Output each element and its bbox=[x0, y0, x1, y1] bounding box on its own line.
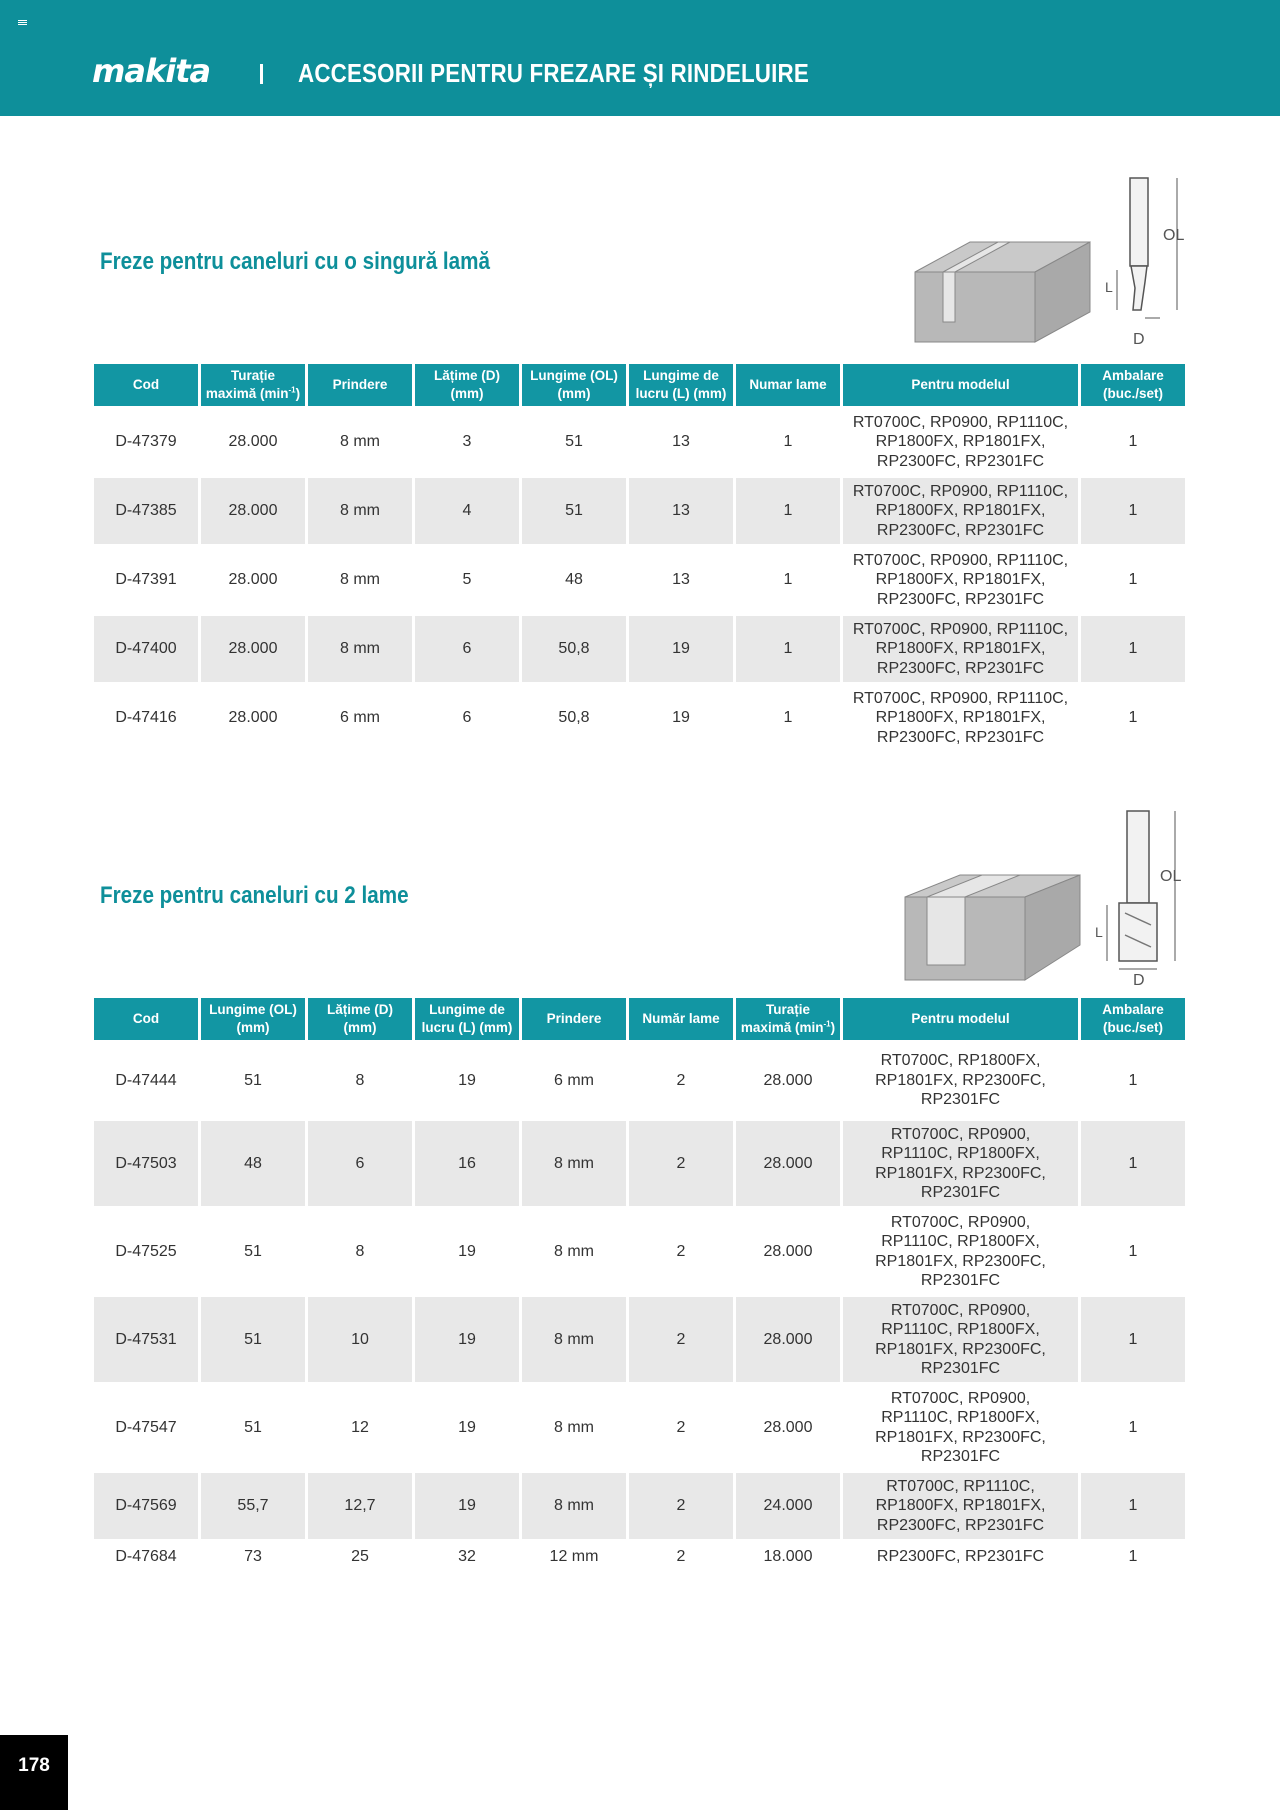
table-cell: 55,7 bbox=[201, 1473, 305, 1542]
table-cell: 1 bbox=[736, 547, 840, 616]
table-cell: 28.000 bbox=[736, 1385, 840, 1473]
col-ambalare: Ambalare (buc./set) bbox=[1081, 364, 1185, 409]
language-flag-icon bbox=[18, 20, 27, 27]
table-cell: 6 mm bbox=[522, 1043, 626, 1121]
table-row bbox=[94, 1121, 1185, 1209]
table-cell: 51 bbox=[522, 478, 626, 547]
compatible-models-cell: RT0700C, RP0900, RP1110C, RP1800FX, RP1801FX, RP2300FC, RP2301FC bbox=[843, 547, 1078, 616]
table-cell: 8 mm bbox=[308, 478, 412, 547]
table-cell: 1 bbox=[1081, 1297, 1185, 1385]
table-cell: 8 bbox=[308, 1209, 412, 1297]
table-row bbox=[94, 409, 1185, 478]
compatible-models-cell: RT0700C, RP1110C, RP1800FX, RP1801FX, RP2300FC, RP2301FC bbox=[843, 1473, 1078, 1542]
product-code-cell: D-47547 bbox=[94, 1385, 198, 1473]
single-blade-bits-table bbox=[91, 364, 1188, 754]
table-cell: 12,7 bbox=[308, 1473, 412, 1542]
col-cod: Cod bbox=[94, 364, 198, 409]
table-cell: 32 bbox=[415, 1542, 519, 1575]
col-numar-lame: Numar lame bbox=[736, 364, 840, 409]
table-cell: 48 bbox=[522, 547, 626, 616]
product-code-cell: D-47531 bbox=[94, 1297, 198, 1385]
col-lungime-ol: Lungime (OL) (mm) bbox=[201, 998, 305, 1043]
brand-logo: makita bbox=[92, 52, 211, 90]
table-cell: 13 bbox=[629, 547, 733, 616]
table-cell: 8 mm bbox=[308, 547, 412, 616]
table-cell: 12 mm bbox=[522, 1542, 626, 1575]
table-row bbox=[94, 1043, 1185, 1121]
table-cell: 2 bbox=[629, 1297, 733, 1385]
table-cell: 16 bbox=[415, 1121, 519, 1209]
table-cell: 2 bbox=[629, 1121, 733, 1209]
header-separator bbox=[260, 64, 263, 84]
table-cell: 28.000 bbox=[736, 1043, 840, 1121]
product-code-cell: D-47444 bbox=[94, 1043, 198, 1121]
table-cell: 1 bbox=[1081, 1209, 1185, 1297]
table-cell: 1 bbox=[736, 616, 840, 685]
table-cell: 28.000 bbox=[201, 547, 305, 616]
col-lungime-ol: Lungime (OL) (mm) bbox=[522, 364, 626, 409]
table-cell: 19 bbox=[415, 1043, 519, 1121]
compatible-models-cell: RT0700C, RP0900, RP1110C, RP1800FX, RP1801FX, RP2300FC, RP2301FC bbox=[843, 1121, 1078, 1209]
table-row bbox=[94, 547, 1185, 616]
col-prindere: Prindere bbox=[522, 998, 626, 1043]
d-label: D bbox=[1133, 331, 1145, 348]
page-header bbox=[0, 0, 1280, 116]
table-cell: 25 bbox=[308, 1542, 412, 1575]
table-cell: 4 bbox=[415, 478, 519, 547]
table-cell: 1 bbox=[1081, 478, 1185, 547]
table-cell: 28.000 bbox=[736, 1121, 840, 1209]
table-cell: 28.000 bbox=[201, 685, 305, 754]
table-cell: 6 bbox=[415, 685, 519, 754]
col-latime: Lățime (D) (mm) bbox=[308, 998, 412, 1043]
compatible-models-cell: RT0700C, RP0900, RP1110C, RP1800FX, RP1801FX, RP2300FC, RP2301FC bbox=[843, 1385, 1078, 1473]
product-code-cell: D-47684 bbox=[94, 1542, 198, 1575]
table-cell: 8 bbox=[308, 1043, 412, 1121]
table-cell: 6 mm bbox=[308, 685, 412, 754]
table-cell: 1 bbox=[1081, 685, 1185, 754]
table-cell: 10 bbox=[308, 1297, 412, 1385]
table-cell: 73 bbox=[201, 1542, 305, 1575]
table-cell: 12 bbox=[308, 1385, 412, 1473]
product-code-cell: D-47503 bbox=[94, 1121, 198, 1209]
table-cell: 1 bbox=[1081, 1121, 1185, 1209]
product-code-cell: D-47385 bbox=[94, 478, 198, 547]
table-cell: 51 bbox=[201, 1297, 305, 1385]
table-cell: 1 bbox=[1081, 616, 1185, 685]
table-cell: 8 mm bbox=[522, 1385, 626, 1473]
table-cell: 19 bbox=[415, 1473, 519, 1542]
table-cell: 8 mm bbox=[522, 1473, 626, 1542]
table-cell: 2 bbox=[629, 1385, 733, 1473]
table-cell: 51 bbox=[201, 1209, 305, 1297]
table-row bbox=[94, 1209, 1185, 1297]
table-cell: 24.000 bbox=[736, 1473, 840, 1542]
two-blade-bits-table bbox=[91, 998, 1188, 1575]
table-cell: 6 bbox=[308, 1121, 412, 1209]
table-row bbox=[94, 1542, 1185, 1575]
page-number: 178 bbox=[0, 1735, 68, 1810]
compatible-models-cell: RT0700C, RP0900, RP1110C, RP1800FX, RP1801FX, RP2300FC, RP2301FC bbox=[843, 616, 1078, 685]
table-cell: 2 bbox=[629, 1473, 733, 1542]
table-cell: 5 bbox=[415, 547, 519, 616]
compatible-models-cell: RT0700C, RP1800FX, RP1801FX, RP2300FC, RP2301FC bbox=[843, 1043, 1078, 1121]
table-cell: 19 bbox=[415, 1385, 519, 1473]
table-cell: 19 bbox=[629, 616, 733, 685]
col-lungime-lucru: Lungime de lucru (L) (mm) bbox=[415, 998, 519, 1043]
table-cell: 2 bbox=[629, 1043, 733, 1121]
compatible-models-cell: RT0700C, RP0900, RP1110C, RP1800FX, RP1801FX, RP2300FC, RP2301FC bbox=[843, 409, 1078, 478]
col-numar-lame: Număr lame bbox=[629, 998, 733, 1043]
table-cell: 1 bbox=[736, 409, 840, 478]
table-cell: 51 bbox=[201, 1043, 305, 1121]
table-cell: 8 mm bbox=[522, 1209, 626, 1297]
col-latime: Lățime (D) (mm) bbox=[415, 364, 519, 409]
product-code-cell: D-47416 bbox=[94, 685, 198, 754]
ol-label: OL bbox=[1160, 868, 1182, 885]
compatible-models-cell: RT0700C, RP0900, RP1110C, RP1800FX, RP1801FX, RP2300FC, RP2301FC bbox=[843, 478, 1078, 547]
table-row bbox=[94, 685, 1185, 754]
compatible-models-cell: RT0700C, RP0900, RP1110C, RP1800FX, RP1801FX, RP2300FC, RP2301FC bbox=[843, 685, 1078, 754]
table-row bbox=[94, 1297, 1185, 1385]
product-code-cell: D-47400 bbox=[94, 616, 198, 685]
table-row bbox=[94, 1473, 1185, 1542]
single-blade-groove-illustration bbox=[905, 170, 1195, 352]
product-code-cell: D-47379 bbox=[94, 409, 198, 478]
table-cell: 48 bbox=[201, 1121, 305, 1209]
col-turatie: Turație maximă $(\min^{-1})$ bbox=[201, 364, 305, 409]
table-row bbox=[94, 1385, 1185, 1473]
two-blade-groove-illustration bbox=[895, 805, 1195, 987]
table-cell: 8 mm bbox=[522, 1297, 626, 1385]
table-cell: 1 bbox=[1081, 1043, 1185, 1121]
table-cell: 2 bbox=[629, 1209, 733, 1297]
d-label: D bbox=[1133, 972, 1145, 987]
table-cell: 8 mm bbox=[308, 409, 412, 478]
product-code-cell: D-47569 bbox=[94, 1473, 198, 1542]
compatible-models-cell: RT0700C, RP0900, RP1110C, RP1800FX, RP1801FX, RP2300FC, RP2301FC bbox=[843, 1297, 1078, 1385]
table-cell: 28.000 bbox=[736, 1297, 840, 1385]
table-cell: 13 bbox=[629, 478, 733, 547]
compatible-models-cell: RT0700C, RP0900, RP1110C, RP1800FX, RP1801FX, RP2300FC, RP2301FC bbox=[843, 1209, 1078, 1297]
table-cell: 13 bbox=[629, 409, 733, 478]
col-cod: Cod bbox=[94, 998, 198, 1043]
col-prindere: Prindere bbox=[308, 364, 412, 409]
table-cell: 50,8 bbox=[522, 685, 626, 754]
table-cell: 1 bbox=[1081, 1473, 1185, 1542]
table-cell: 6 bbox=[415, 616, 519, 685]
table-cell: 18.000 bbox=[736, 1542, 840, 1575]
table-cell: 1 bbox=[736, 478, 840, 547]
table-cell: 28.000 bbox=[201, 478, 305, 547]
table-cell: 28.000 bbox=[201, 616, 305, 685]
page-title: ACCESORII PENTRU FREZARE ȘI RINDELUIRE bbox=[298, 58, 809, 88]
table-cell: 1 bbox=[1081, 1385, 1185, 1473]
table-cell: 51 bbox=[201, 1385, 305, 1473]
table-cell: 8 mm bbox=[522, 1121, 626, 1209]
table-cell: 28.000 bbox=[736, 1209, 840, 1297]
table-cell: 1 bbox=[736, 685, 840, 754]
table-row bbox=[94, 478, 1185, 547]
section-title-single-blade: Freze pentru caneluri cu o singură lamă bbox=[100, 248, 490, 275]
table-cell: 2 bbox=[629, 1542, 733, 1575]
product-code-cell: D-47525 bbox=[94, 1209, 198, 1297]
ol-label: OL bbox=[1163, 227, 1185, 244]
table-cell: 1 bbox=[1081, 547, 1185, 616]
product-code-cell: D-47391 bbox=[94, 547, 198, 616]
table-cell: 3 bbox=[415, 409, 519, 478]
section-title-two-blades: Freze pentru caneluri cu 2 lame bbox=[100, 882, 409, 909]
l-label: L bbox=[1105, 279, 1113, 295]
table-cell: 51 bbox=[522, 409, 626, 478]
table-cell: 8 mm bbox=[308, 616, 412, 685]
table-cell: 19 bbox=[415, 1297, 519, 1385]
table-cell: 19 bbox=[415, 1209, 519, 1297]
l-label: L bbox=[1095, 924, 1103, 940]
table-cell: 1 bbox=[1081, 1542, 1185, 1575]
table-cell: 19 bbox=[629, 685, 733, 754]
col-ambalare: Ambalare (buc./set) bbox=[1081, 998, 1185, 1043]
compatible-models-cell: RP2300FC, RP2301FC bbox=[843, 1542, 1078, 1575]
col-lungime-lucru: Lungime de lucru (L) (mm) bbox=[629, 364, 733, 409]
col-turatie: Turație maximă $(\min^{-1})$ bbox=[736, 998, 840, 1043]
table-cell: 1 bbox=[1081, 409, 1185, 478]
table-cell: 28.000 bbox=[201, 409, 305, 478]
col-pentru-modelul: Pentru modelul bbox=[843, 364, 1078, 409]
table-row bbox=[94, 616, 1185, 685]
col-pentru-modelul: Pentru modelul bbox=[843, 998, 1078, 1043]
table-cell: 50,8 bbox=[522, 616, 626, 685]
